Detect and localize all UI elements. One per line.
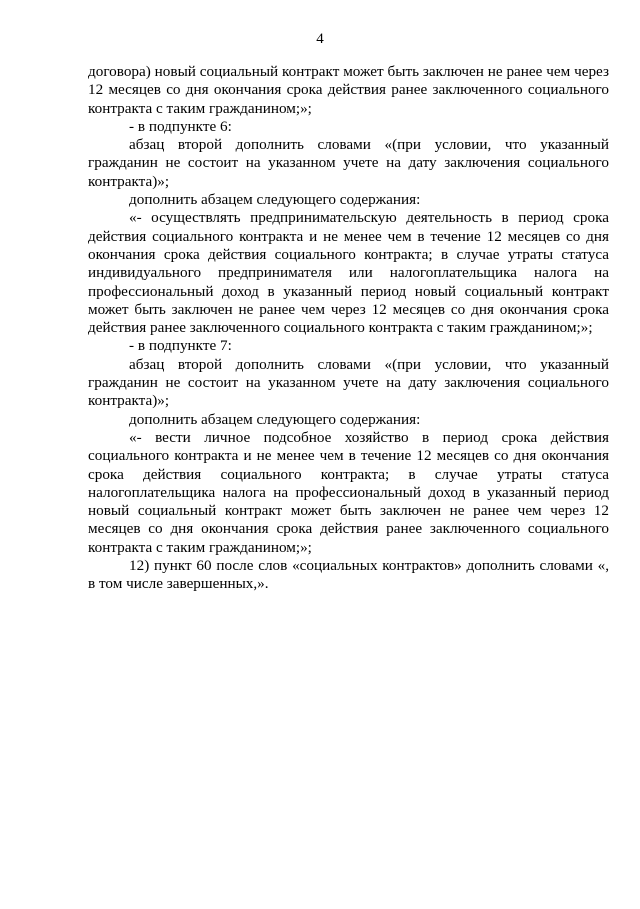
paragraph-3: абзац второй дополнить словами «(при условии, что указанный гражданин не состоит на указанном учете на дату заключения социального контракта)»; — [88, 136, 609, 190]
paragraph-1: договора) новый социальный контракт может быть заключен не ранее чем через 12 месяцев со дня окончания срока действия ранее заключенного социального контракта с таким гражданином;»; — [88, 63, 609, 117]
paragraph-8: дополнить абзацем следующего содержания: — [129, 410, 421, 428]
paragraph-4: дополнить абзацем следующего содержания: — [129, 191, 421, 209]
document-body — [88, 63, 609, 594]
paragraph-10: 12) пункт 60 после слов «социальных контрактов» дополнить словами «, в том числе завершенных,». — [88, 557, 609, 593]
page-number: 4 — [316, 31, 324, 47]
paragraph-6: - в подпункте 7: — [129, 337, 232, 355]
paragraph-5: «- осуществлять предпринимательскую деятельность в период срока действия социального контракта и не менее чем в течение 12 месяцев со дня окончания срока действия социального контракта; в случае утраты статуса индивидуального предпринимателя или налогоплательщика налога на профессиональный доход в указанный период новый социальный контракт может быть заключен не ранее чем через 12 месяцев со дня окончания срока действия ранее заключенного социального контракта с таким гражданином;»; — [88, 209, 609, 337]
paragraph-2: - в подпункте 6: — [129, 117, 232, 135]
paragraph-7: абзац второй дополнить словами «(при условии, что указанный гражданин не состоит на указанном учете на дату заключения социального контракта)»; — [88, 355, 609, 410]
paragraph-9: «- вести личное подсобное хозяйство в период срока действия социального контракта и не менее чем в течение 12 месяцев со дня окончания срока действия социального контракта; в случае утраты статуса налогоплательщика налога на профессиональный доход в указанный период новый социальный контракт может быть заключен не ранее чем через 12 месяцев со дня окончания срока действия ранее заключенного социального контракта с таким гражданином;»; — [88, 428, 609, 556]
